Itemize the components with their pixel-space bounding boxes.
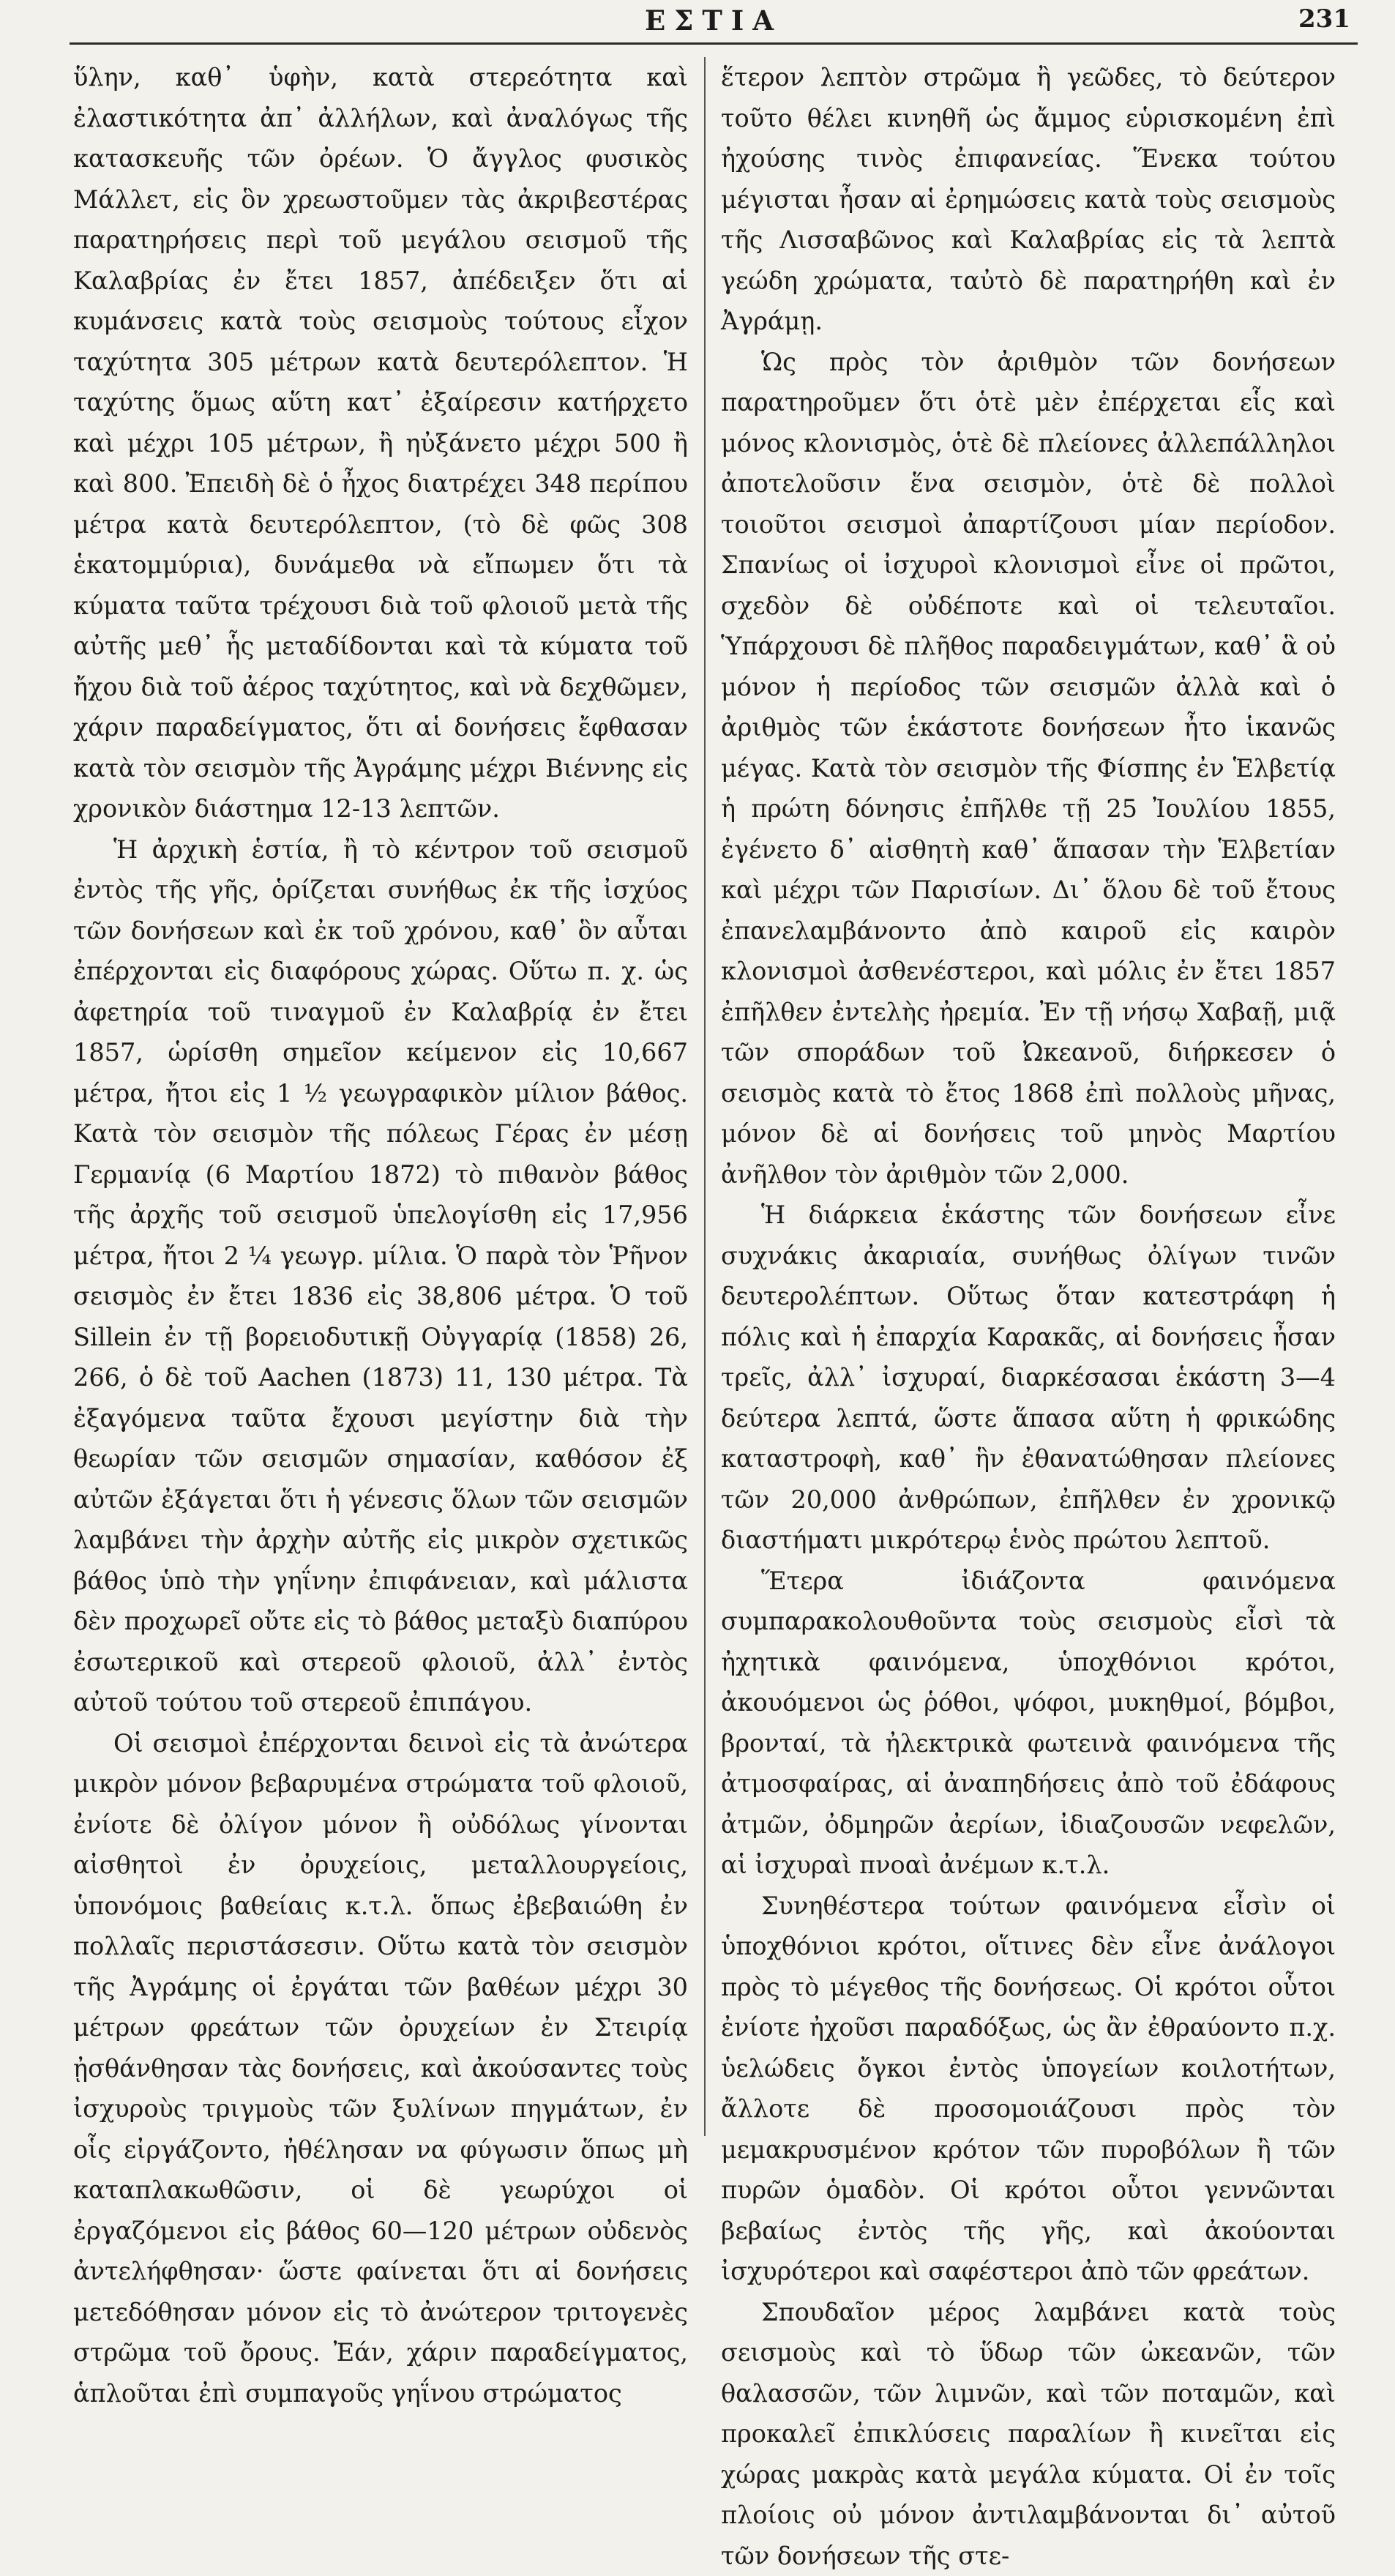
paragraph: Ἡ διάρκεια ἑκάστης τῶν δονήσεων εἶνε συχνάκις ἀκαριαία, συνήθως ὀλίγων τινῶν δευτερολέπτων. Οὕτως ὅταν κατεστράφη ἡ πόλις καὶ ἡ ἐπαρχία Καρακᾶς, αἱ δονήσεις ἦσαν τρεῖς, ἀλλ᾽ ἰσχυραί, διαρκέσασαι ἑκάστη 3—4 δεύτερα λεπτά, ὥστε ἅπασα αὕτη ἡ φρικώδης καταστροφὴ, καθ᾽ ἣν ἐθανατώθησαν πλείονες τῶν 20,000 ἀνθρώπων, ἐπῆλθεν ἐν χρονικῷ διαστήματι μικρότερῳ ἑνὸς πρώτου λεπτοῦ. bbox=[721, 1195, 1336, 1561]
paragraph: Οἱ σεισμοὶ ἐπέρχονται δεινοὶ εἰς τὰ ἀνώτερα μικρὸν μόνον βεβαρυμένα στρώματα τοῦ φλοιοῦ, ἐνίοτε δὲ ὀλίγον μόνον ἢ οὐδόλως γίνονται αἰσθητοὶ ἐν ὀρυχείοις, μεταλλουργείοις, ὑπονόμοις βαθείαις κ.τ.λ. ὅπως ἐβεβαιώθη ἐν πολλαῖς περιστάσεσιν. Οὕτω κατὰ τὸν σεισμὸν τῆς Ἀγράμης οἱ ἐργάται τῶν βαθέων μέχρι 30 μέτρων φρεάτων τῶν ὀρυχείων ἐν Στειρίᾳ ᾐσθάνθησαν τὰς δονήσεις, καὶ ἀκούσαντες τοὺς ἰσχυροὺς τριγμοὺς τῶν ξυλίνων πηγμάτων, ἐν οἷς εἰργάζοντο, ἠθέλησαν να φύγωσιν ὅπως μὴ καταπλακωθῶσιν, οἱ δὲ γεωρύχοι οἱ ἐργαζόμενοι εἰς βάθος 60—120 μέτρων οὐδενὸς ἀντελήφθησαν· ὥστε φαίνεται ὅτι αἱ δονήσεις μετεδόθησαν μόνον εἰς τὸ ἀνώτερον τριτογενὲς στρῶμα τοῦ ὄρους. Ἐάν, χάριν παραδείγματος, ἁπλοῦται ἐπὶ συμπαγοῦς γηΐνου στρώματος bbox=[73, 1723, 688, 2414]
paragraph: Ἡ ἀρχικὴ ἑστία, ἢ τὸ κέντρον τοῦ σεισμοῦ ἐντὸς τῆς γῆς, ὁρίζεται συνήθως ἐκ τῆς ἰσχύος τῶν δονήσεων καὶ ἐκ τοῦ χρόνου, καθ᾽ ὃν αὗται ἐπέρχονται εἰς διαφόρους χώρας. Οὕτω π. χ. ὡς ἀφετηρία τοῦ τιναγμοῦ ἐν Καλαβρίᾳ ἐν ἔτει 1857, ὡρίσθη σημεῖον κείμενον εἰς 10,667 μέτρα, ἤτοι εἰς 1 ¹⁄₂ γεωγραφικὸν μίλιον βάθος. Κατὰ τὸν σεισμὸν τῆς πόλεως Γέρας ἐν μέσῃ Γερμανίᾳ (6 Μαρτίου 1872) τὸ πιθανὸν βάθος τῆς ἀρχῆς τοῦ σεισμοῦ ὑπελογίσθη εἰς 17,956 μέτρα, ἤτοι 2 ¹⁄₄ γεωγρ. μίλια. Ὁ παρὰ τὸν Ῥῆνον σεισμὸς ἐν ἔτει 1836 εἰς 38,806 μέτρα. Ὁ τοῦ Sillein ἐν τῇ βορειοδυτικῇ Οὐγγαρίᾳ (1858) 26, 266, ὁ δὲ τοῦ Aachen (1873) 11, 130 μέτρα. Τὰ ἐξαγόμενα ταῦτα ἔχουσι μεγίστην διὰ τὴν θεωρίαν τῶν σεισμῶν σημασίαν, καθόσον ἐξ αὐτῶν ἐξάγεται ὅτι ἡ γένεσις ὅλων τῶν σεισμῶν λαμβάνει τὴν ἀρχὴν αὐτῆς εἰς μικρὸν σχετικῶς βάθος ὑπὸ τὴν γηΐνην ἐπιφάνειαν, καὶ μάλιστα δὲν προχωρεῖ οὔτε εἰς τὸ βάθος μεταξὺ διαπύρου ἐσωτερικοῦ καὶ στερεοῦ φλοιοῦ, ἀλλ᾽ ἐντὸς αὐτοῦ τούτου τοῦ στερεοῦ ἐπιπάγου. bbox=[73, 829, 688, 1723]
paragraph: Ὡς πρὸς τὸν ἀριθμὸν τῶν δονήσεων παρατηροῦμεν ὅτι ὁτὲ μὲν ἐπέρχεται εἷς καὶ μόνος κλονισμὸς, ὁτὲ δὲ πλείονες ἀλλεπάλληλοι ἀποτελοῦσιν ἕνα σεισμὸν, ὁτὲ δὲ πολλοὶ τοιοῦτοι σεισμοὶ ἀπαρτίζουσι μίαν περίοδον. Σπανίως οἱ ἰσχυροὶ κλονισμοὶ εἶνε οἱ πρῶτοι, σχεδὸν δὲ οὐδέποτε καὶ οἱ τελευταῖοι. Ὑπάρχουσι δὲ πλῆθος παραδειγμάτων, καθ᾽ ἃ οὐ μόνον ἡ περίοδος τῶν σεισμῶν ἀλλὰ καὶ ὁ ἀριθμὸς τῶν ἑκάστοτε δονήσεων ἦτο ἱκανῶς μέγας. Κατὰ τὸν σεισμὸν τῆς Φίσπης ἐν Ἑλβετίᾳ ἡ πρώτη δόνησις ἐπῆλθε τῇ 25 Ἰουλίου 1855, ἐγένετο δ᾽ αἰσθητὴ καθ᾽ ἅπασαν τὴν Ἑλβετίαν καὶ μέχρι τῶν Παρισίων. Δι᾽ ὅλου δὲ τοῦ ἔτους ἐπανελαμβάνοντο ἀπὸ καιροῦ εἰς καιρὸν κλονισμοὶ ἀσθενέστεροι, καὶ μόλις ἐν ἔτει 1857 ἐπῆλθεν ἐντελὴς ἠρεμία. Ἐν τῇ νήσῳ Χαβαῇ, μιᾷ τῶν σποράδων τοῦ Ὠκεανοῦ, διήρκεσεν ὁ σεισμὸς κατὰ τὸ ἔτος 1868 ἐπὶ πολλοὺς μῆνας, μόνον δὲ αἱ δονήσεις τοῦ μηνὸς Μαρτίου ἀνῆλθον τὸν ἀριθμὸν τῶν 2,000. bbox=[721, 342, 1336, 1195]
paragraph: Σπουδαῖον μέρος λαμβάνει κατὰ τοὺς σεισμοὺς καὶ τὸ ὕδωρ τῶν ὠκεανῶν, τῶν θαλασσῶν, τῶν λιμνῶν, καὶ τῶν ποταμῶν, καὶ προκαλεῖ ἐπικλύσεις παραλίων ἢ κινεῖται εἰς χώρας μακρὰς κατὰ μεγάλα κύματα. Οἱ ἐν τοῖς πλοίοις οὐ μόνον ἀντιλαμβάνονται δι᾽ αὐτοῦ τῶν δονήσεων τῆς στε- bbox=[721, 2292, 1336, 2576]
paragraph: ὕλην, καθ᾽ ὑφὴν, κατὰ στερεότητα καὶ ἐλαστικότητα ἀπ᾽ ἀλλήλων, καὶ ἀναλόγως τῆς κατασκευῆς τῶν ὀρέων. Ὁ ἄγγλος φυσικὸς Μάλλετ, εἰς ὃν χρεωστοῦμεν τὰς ἀκριβεστέρας παρατηρήσεις περὶ τοῦ μεγάλου σεισμοῦ τῆς Καλαβρίας ἐν ἔτει 1857, ἀπέδειξεν ὅτι αἱ κυμάνσεις κατὰ τοὺς σεισμοὺς τούτους εἶχον ταχύτητα 305 μέτρων κατὰ δευτερόλεπτον. Ἡ ταχύτης ὅμως αὕτη κατ᾽ ἐξαίρεσιν κατήρχετο καὶ μέχρι 105 μέτρων, ἢ ηὐξάνετο μέχρι 500 ἢ καὶ 800. Ἐπειδὴ δὲ ὁ ἦχος διατρέχει 348 περίπου μέτρα κατὰ δευτερόλεπτον, (τὸ δὲ φῶς 308 ἑκατομμύρια), δυνάμεθα νὰ εἴπωμεν ὅτι τὰ κύματα ταῦτα τρέχουσι διὰ τοῦ φλοιοῦ μετὰ τῆς αὐτῆς μεθ᾽ ἧς μεταδίδονται καὶ τὰ κύματα τοῦ ἤχου διὰ τοῦ ἀέρος ταχύτητος, καὶ νὰ δεχθῶμεν, χάριν παραδείγματος, ὅτι αἱ δονήσεις ἔφθασαν κατὰ τὸν σεισμὸν τῆς Ἀγράμης μέχρι Βιέννης εἰς χρονικὸν διάστημα 12-13 λεπτῶν. bbox=[73, 57, 688, 829]
right-column bbox=[721, 57, 1336, 2136]
paragraph: Ἕτερα ἰδιάζοντα φαινόμενα συμπαρακολουθοῦντα τοὺς σεισμοὺς εἶσὶ τὰ ἠχητικὰ φαινόμενα, ὑποχθόνιοι κρότοι, ἀκουόμενοι ὡς ῥόθοι, ψόφοι, μυκηθμοί, βόμβοι, βρονταί, τὰ ἠλεκτρικὰ φωτεινὰ φαινόμενα τῆς ἀτμοσφαίρας, αἱ ἀναπηδήσεις ἀπὸ τοῦ ἐδάφους ἀτμῶν, ὀδμηρῶν ἀερίων, ἰδιαζουσῶν νεφελῶν, αἱ ἰσχυραὶ πνοαὶ ἀνέμων κ.τ.λ. bbox=[721, 1561, 1336, 1886]
publication-title: ΕΣΤΙΑ bbox=[70, 4, 1358, 37]
paragraph: ἕτερον λεπτὸν στρῶμα ἢ γεῶδες, τὸ δεύτερον τοῦτο θέλει κινηθῆ ὡς ἄμμος εὑρισκομένη ἐπὶ ἠχούσης τινὸς ἐπιφανείας. Ἕνεκα τούτου μέγισται ἦσαν αἱ ἐρημώσεις κατὰ τοὺς σεισμοὺς τῆς Λισσαβῶνος καὶ Καλαβρίας εἰς τὰ λεπτὰ γεώδη χρώματα, ταὐτὸ δὲ παρατηρήθη καὶ ἐν Ἀγράμῃ. bbox=[721, 57, 1336, 342]
page-header bbox=[70, 0, 1358, 45]
column-divider bbox=[704, 57, 706, 2136]
page-number: 231 bbox=[1298, 4, 1350, 34]
left-column bbox=[73, 57, 688, 2136]
paragraph: Συνηθέστερα τούτων φαινόμενα εἶσὶν οἱ ὑποχθόνιοι κρότοι, οἵτινες δὲν εἶνε ἀνάλογοι πρὸς τὸ μέγεθος τῆς δονήσεως. Οἱ κρότοι οὗτοι ἐνίοτε ἠχοῦσι παραδόξως, ὡς ἂν ἐθραύοντο π.χ. ὑελώδεις ὄγκοι ἐντὸς ὑπογείων κοιλοτήτων, ἄλλοτε δὲ προσομοιάζουσι πρὸς τὸν μεμακρυσμένον κρότον τῶν πυροβόλων ἢ τῶν πυρῶν ὁμαδὸν. Οἱ κρότοι οὗτοι γεννῶνται βεβαίως ἐντὸς τῆς γῆς, καὶ ἀκούονται ἰσχυρότεροι καὶ σαφέστεροι ἀπὸ τῶν φρεάτων. bbox=[721, 1886, 1336, 2292]
